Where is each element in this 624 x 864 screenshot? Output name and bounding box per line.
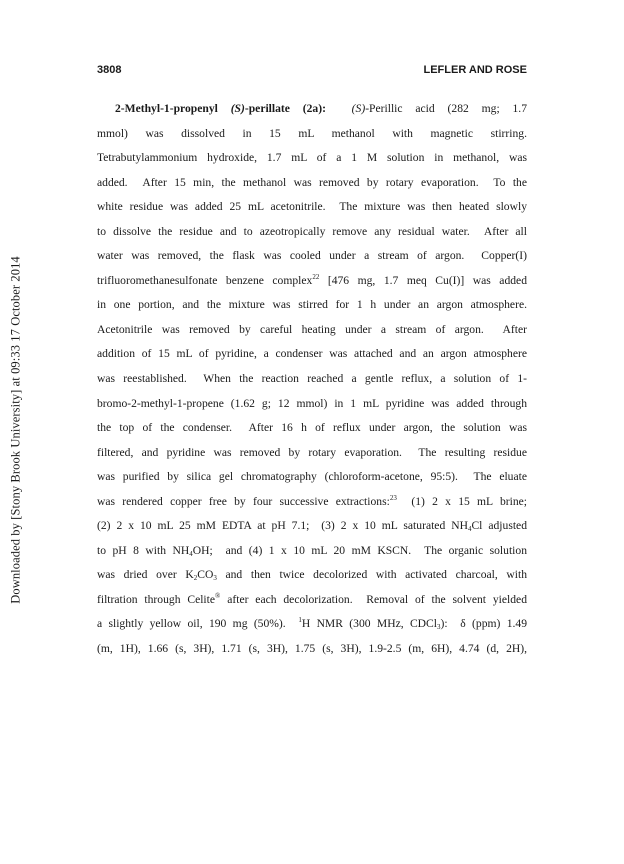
text-line: in one portion, and the mixture was stirred for 1 h under an argon atmosphere. [97,298,527,312]
text-line: was rendered copper free by four successive extractions:$^{23}$ (1) 2 x 15 mL brine; [97,493,527,508]
text-line: addition of 15 mL of pyridine, a condenser was attached and an argon atmosphere [97,347,527,361]
text-line: was dried over $K_2CO_3$ and then twice decolorized with activated charcoal, with [97,568,527,583]
experimental-paragraph [97,97,527,662]
text-line: mmol) was dissolved in 15 mL methanol with magnetic stirring. [97,126,527,140]
text-line: (2) 2 x 10 mL 25 mM EDTA at pH 7.1; (3) 2 x 10 mL saturated $NH_4Cl$ adjusted [97,519,527,534]
text-line: to dissolve the residue and to azeotropically remove any residual water. After all [97,224,527,238]
text-line: trifluoromethanesulfonate benzene complex$^{22}$ [476 mg, 1.7 meq Cu(I)] was added [97,272,527,287]
page-number: 3808 [97,64,122,76]
text-line: filtration through Celite® after each decolorization. Removal of the solvent yielded [97,591,527,606]
text-line: white residue was added 25 mL acetonitrile. The mixture was then heated slowly [97,200,527,214]
download-watermark [6,80,26,780]
text-line: was reestablished. When the reaction reached a gentle reflux, a solution of 1- [97,372,527,386]
running-title: LEFLER AND ROSE [423,64,527,76]
text-line: the top of the condenser. After 16 h of reflux under argon, the solution was [97,421,527,435]
text-line: Tetrabutylammonium hydroxide, 1.7 mL of a 1 M solution in methanol, was [97,151,527,165]
text-line: water was removed, the flask was cooled under a stream of argon. Copper(I) [97,249,527,263]
text-line: filtered, and pyridine was removed by rotary evaporation. The resulting residue [97,445,527,459]
text-line: a slightly yellow oil, 190 mg (50%). $^1$H NMR (300 MHz, CDCl$_3$): δ (ppm) 1.49 [97,616,528,632]
text-line: added. After 15 min, the methanol was removed by rotary evaporation. To the [97,175,527,189]
text-line: bromo-2-methyl-1-propene (1.62 g; 12 mmol) in 1 mL pyridine was added through [97,396,527,410]
text-line: to pH 8 with $NH_4OH$; and (4) 1 x 10 mL 20 mM KSCN. The organic solution [97,543,527,558]
text-line: 2-Methyl-1-propenyl (S)-perillate (2a): (S)-Perillic acid (282 mg; 1.7 [115,102,528,115]
text-line: Acetonitrile was removed by careful heating under a stream of argon. After [97,322,527,336]
text-line: was purified by silica gel chromatography (chloroform-acetone, 95:5). The eluate [97,470,527,484]
text-line: (m, 1H), 1.66 (s, 3H), 1.71 (s, 3H), 1.75 (s, 3H), 1.9-2.5 (m, 6H), 4.74 (d, 2H), [97,642,527,656]
download-watermark-text: Downloaded by [Stony Brook University] at 09:33 17 October 2014 [8,256,23,604]
